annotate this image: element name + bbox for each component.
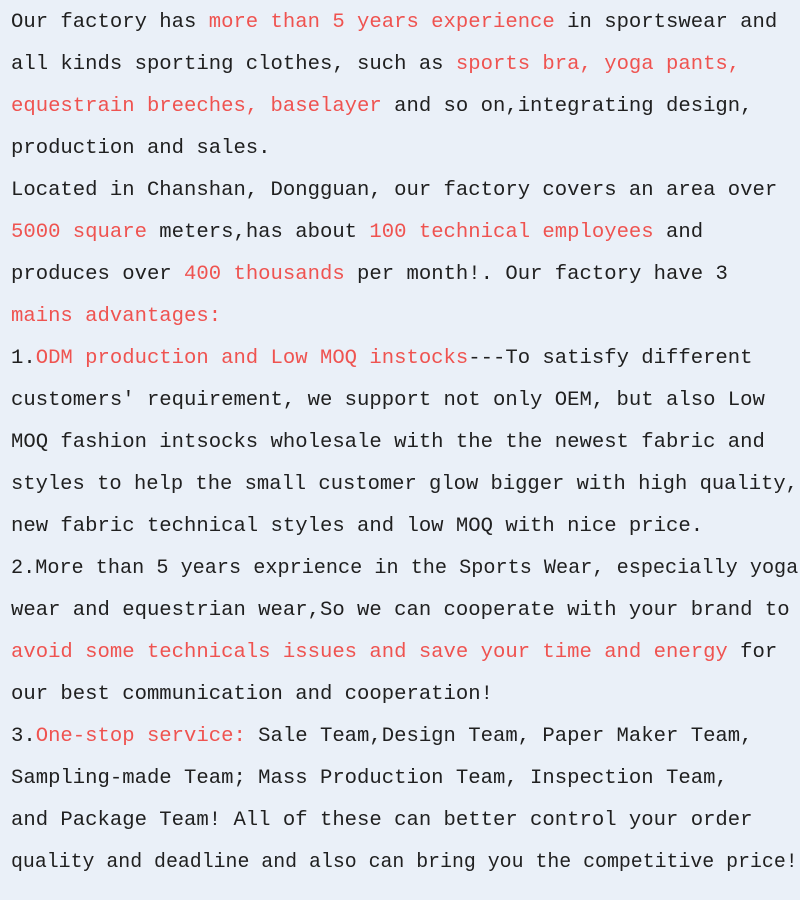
body-text: MOQ fashion intsocks wholesale with the the newest fabric and [11,431,765,454]
body-text: Sampling-made Team; Mass Production Team, Inspection Team, [11,767,728,790]
text-line [11,44,740,86]
body-text: customers' requirement, we support not only OEM, but also Low [11,389,765,412]
text-line [11,464,798,506]
body-text: meters,has about [146,221,370,244]
highlighted-text: sports bra, yoga pants, [455,53,741,76]
text-line [11,674,493,716]
body-text: 1. [11,347,36,370]
body-text: Our factory has [11,11,209,34]
text-line [11,716,753,758]
highlighted-text: 100 technical employees [369,221,654,244]
body-text: 2.More than 5 years exprience in the Sports Wear, especially yoga [11,557,799,580]
text-line [11,506,703,548]
text-line [11,800,753,842]
text-line [11,632,777,674]
highlighted-text: equestrain breeches, baselayer [11,95,382,118]
body-text: our best communication and cooperation! [11,683,493,706]
highlighted-text: avoid some technicals issues and save your time and energy [11,641,728,664]
body-text: and so on,integrating design, [381,95,753,118]
highlighted-text: more than 5 years experience [208,11,555,34]
body-text: in sportswear and [554,11,778,34]
highlighted-text: One-stop service: [35,725,246,748]
text-line [11,212,703,254]
text-line [11,842,798,884]
text-line [11,128,271,170]
body-text: wear and equestrian wear,So we can cooperate with your brand to [11,599,790,622]
text-line [11,338,753,380]
body-text: production and sales. [11,137,271,160]
highlighted-text: 400 thousands [184,263,345,286]
body-text: quality and deadline and also can bring you the competitive price! [11,851,798,874]
body-text: Sale Team,Design Team, Paper Maker Team, [245,725,753,748]
body-text: new fabric technical styles and low MOQ with nice price. [11,515,704,538]
text-line [11,170,777,212]
text-line [11,86,753,128]
body-text: styles to help the small customer glow bigger with high quality, [11,473,798,496]
text-line [11,254,728,296]
highlighted-text: mains advantages: [11,305,222,328]
text-line [11,380,765,422]
highlighted-text: ODM production and Low MOQ instocks [35,347,469,370]
text-line [11,590,790,632]
body-text: per month!. Our factory have 3 [344,263,728,286]
text-line [11,296,221,338]
body-text: and Package Team! All of these can better control your order [11,809,753,832]
body-text: and [653,221,704,244]
text-line [11,2,777,44]
body-text: 3. [11,725,36,748]
text-line [11,758,728,800]
body-text: for [727,641,778,664]
body-text: Located in Chanshan, Dongguan, our factory covers an area over [11,179,778,202]
text-line [11,422,765,464]
text-line [11,548,798,590]
highlighted-text: 5000 square [11,221,147,244]
body-text: ---To satisfy different [468,347,753,370]
body-text: all kinds sporting clothes, such as [11,53,456,76]
body-text: produces over [11,263,185,286]
